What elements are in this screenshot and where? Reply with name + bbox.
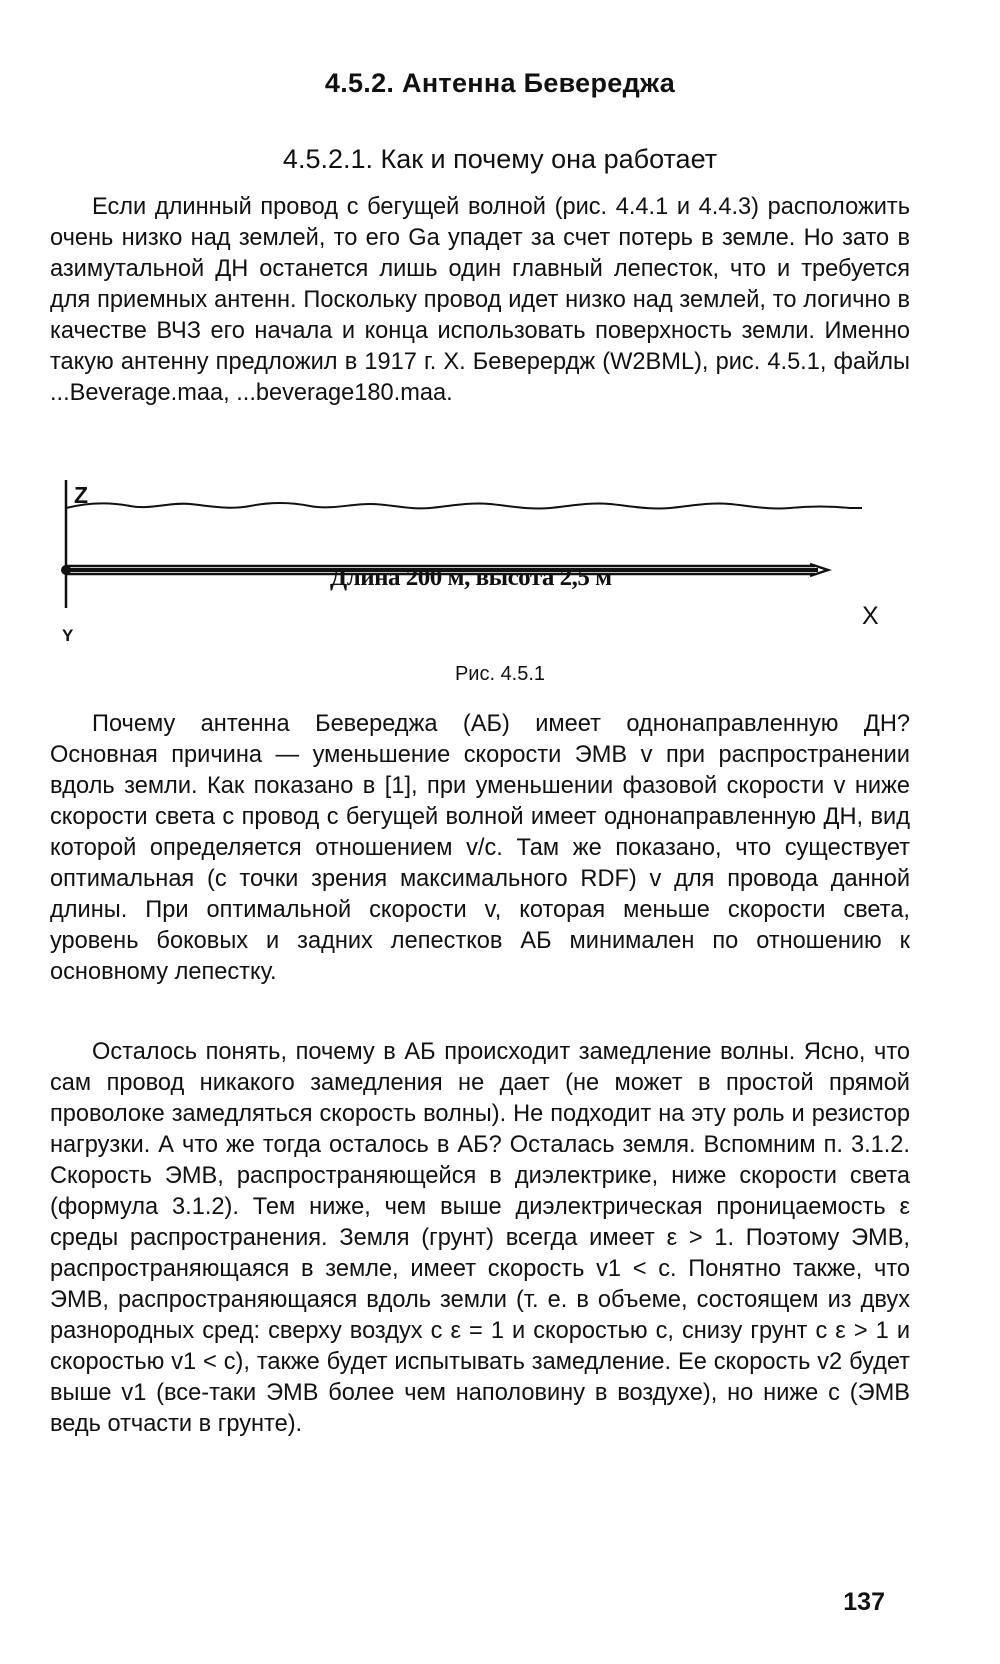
axis-z-label: Z [74, 482, 89, 508]
axis-y-label: Y [62, 626, 74, 645]
section-title: 4.5.2. Антенна Бевереджа [324, 68, 676, 98]
antenna-diagram [50, 478, 910, 643]
subsection-title: 4.5.2.1. Как и почему она работает [282, 144, 718, 174]
wave-line [66, 503, 862, 509]
figure-caption: Рис. 4.5.1 [454, 663, 546, 685]
paragraph-why-unidirectional: Почему антенна Бевереджа (АБ) имеет однонаправленную ДН? Основная причина — уменьшение скорости ЭМВ v при распространении вдоль земли. Как показано в [1], при уменьшении фазовой скорости v ниже скорости света c провод с бегущей волной имеет однонаправленную ДН, вид которой определяется отношением v/c. Там же показано, что существует оптимальная (с точки зрения максимального RDF) v для провода данной длины. При оптимальной скорости v, которая меньше скорости света, уровень боковых и задних лепестков АБ минимален по отношению к основному лепестку. [50, 711, 910, 985]
feed-point-marker [61, 565, 71, 575]
page-number: 137 [843, 1588, 885, 1616]
figure-beverage-antenna [50, 478, 910, 643]
paragraph-wave-slowing: Осталось понять, почему в АБ происходит замедление волны. Ясно, что сам провод никакого замедления не дает (не может в простой прямой проволоке замедляться скорость волны). Не подходит на эту роль и резистор нагрузки. А что же тогда осталось в АБ? Осталась земля. Вспомним п. 3.1.2. Скорость ЭМВ, распространяющейся в диэлектрике, ниже скорости света (формула 3.1.2). Тем ниже, чем выше диэлектрическая проницаемость ε среды распространения. Земля (грунт) всегда имеет ε > 1. Поэтому ЭМВ, распространяющаяся в земле, имеет скорость v1 < c. Понятно также, что ЭМВ, распространяющаяся вдоль земли (т. е. в объеме, состоящем из двух разнородных сред: сверху воздух с ε = 1 и скоростью c, снизу грунт с ε > 1 и скоростью v1 < c), также будет испытывать замедление. Ее скорость v2 будет выше v1 (все-таки ЭМВ более чем наполовину в воздухе), но ниже c (ЭМВ ведь отчасти в грунте). [50, 1039, 910, 1437]
figure-label: Длина 200 м, высота 2,5 м [330, 564, 612, 591]
paragraph-intro: Если длинный провод с бегущей волной (рис. 4.4.1 и 4.4.3) расположить очень низко над землей, то его Ga упадет за счет потерь в земле. Но зато в азимутальной ДН останется лишь один главный лепесток, что и требуется для приемных антенн. Поскольку провод идет низко над землей, то логично в качестве ВЧЗ его начала и конца использовать поверхность земли. Именно такую антенну предложил в 1917 г. Х. Беверердж (W2BML), рис. 4.5.1, файлы ...Beverage.maa, ...beverage180.maa. [50, 194, 910, 406]
axis-x-label: X [862, 602, 879, 630]
